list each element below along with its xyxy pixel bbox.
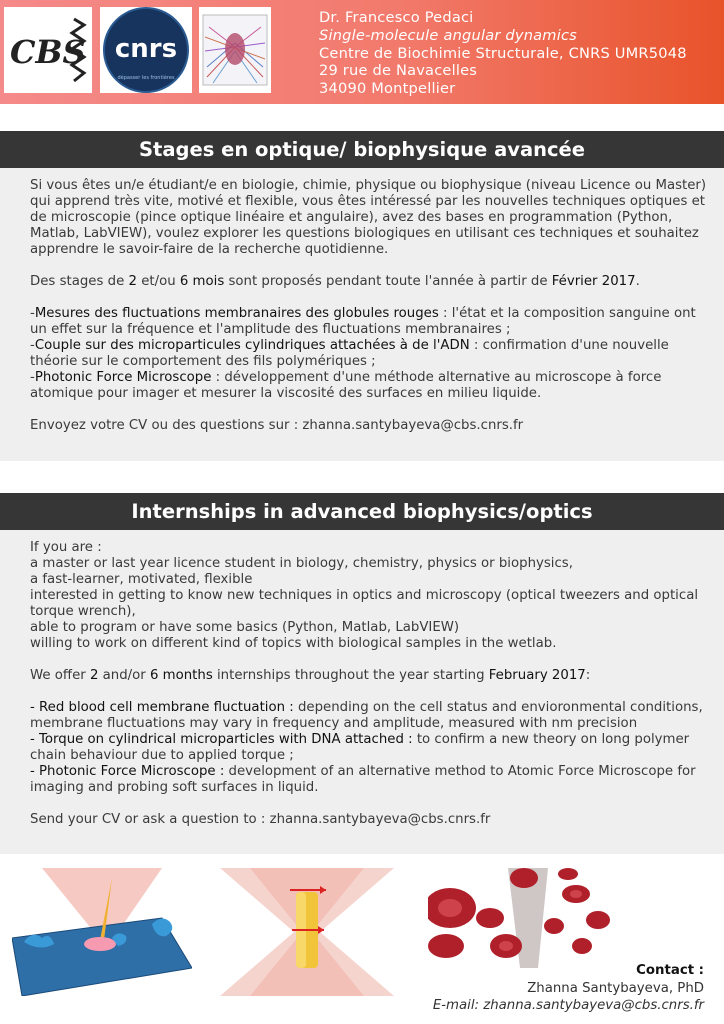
contact-name: Zhanna Santybayeva, PhD — [527, 980, 704, 996]
english-line-wetlab: willing to work on different kind of topics with biological samples in the wetlab. — [30, 636, 557, 651]
english-line-learner: a fast-learner, motivated, flexible — [30, 572, 253, 587]
french-section-body — [30, 178, 710, 434]
contact-title: Contact : — [636, 963, 704, 978]
svg-text:dépasser les frontières: dépasser les frontières — [117, 75, 175, 81]
svg-text:CBS: CBS — [10, 33, 86, 71]
optical-torque-illustration — [220, 868, 394, 996]
researcher-name: Dr. Francesco Pedaci — [319, 9, 474, 26]
cbs-logo — [4, 7, 92, 93]
french-project-torque: -Couple sur des microparticules cylindriques attachées à de l'ADN : confirmation d'une nouvelle théorie sur le comportement des fils polymériques ; — [30, 338, 669, 369]
french-section-panel — [0, 168, 724, 461]
pfm-illustration — [12, 868, 192, 996]
header-banner — [0, 0, 724, 104]
english-section-panel — [0, 530, 724, 854]
french-section-title: Stages en optique/ biophysique avancée — [0, 131, 724, 168]
english-project-pfm: - Photonic Force Microscope : development of an alternative method to Atomic Force Microscope for imaging and probing soft surfaces in liquid. — [30, 764, 696, 795]
contact-block — [433, 962, 704, 1015]
header-address — [319, 9, 687, 98]
french-offer: Des stages de 2 et/ou 6 mois sont proposés pendant toute l'année à partir de Février 2017. — [30, 274, 640, 289]
svg-text:cnrs: cnrs — [114, 34, 178, 64]
french-project-pfm: -Photonic Force Microscope : développement d'une méthode alternative au microscope à force atomique pour imager et mesurer la viscosité des surfaces en milieu liquide. — [30, 370, 662, 401]
team-name: Single-molecule angular dynamics — [319, 26, 577, 44]
english-line-student: a master or last year licence student in biology, chemistry, physics or biophysics, — [30, 556, 573, 571]
english-project-rbc: - Red blood cell membrane fluctuation : depending on the cell status and envioronmental conditions, membrane fluctuations may vary in frequency and amplitude, measured with nm precision — [30, 700, 703, 731]
french-contact-line: Envoyez votre CV ou des questions sur : zhanna.santybayeva@cbs.cnrs.fr — [30, 418, 524, 433]
english-project-torque: - Torque on cylindrical microparticles with DNA attached : to confirm a new theory on long polymer chain behaviour due to applied torque ; — [30, 732, 690, 763]
red-blood-cells-illustration — [428, 868, 614, 968]
english-section-title: Internships in advanced biophysics/optics — [0, 493, 724, 530]
english-contact-line: Send your CV or ask a question to : zhanna.santybayeva@cbs.cnrs.fr — [30, 812, 491, 827]
french-intro: Si vous êtes un/e étudiant/e en biologie, chimie, physique ou biophysique (niveau Licence ou Master) qui apprend très vite, motivé et flexible, vous êtes intéressé par les nouvelles techniques optiques et de microscopie (pince optique linéaire et angulaire), avez des bases en programmation (Python, Matlab, LabVIEW), voulez explorer les questions biologiques en utilisant ces techniques et souhaitez apprendre le savoir-faire de la recherche quotidienne. — [30, 178, 707, 257]
english-section-body — [30, 540, 710, 828]
city-address: 34090 Montpellier — [319, 80, 456, 98]
cnrs-logo — [100, 7, 192, 93]
molecule-illustration — [199, 7, 271, 93]
street-address: 29 rue de Navacelles — [319, 62, 478, 80]
french-project-rbc: -Mesures des fluctuations membranaires des globules rouges : l'état et la composition sanguine ont un effet sur la fréquence et l'amplitude des fluctuations membranaires ; — [30, 306, 696, 337]
english-line-if: If you are : — [30, 540, 102, 555]
english-line-interest: interested in getting to know new techniques in optics and microscopy (optical tweezers and optical torque wrench), — [30, 588, 699, 619]
english-offer: We offer 2 and/or 6 months internships throughout the year starting February 2017: — [30, 668, 591, 683]
english-line-program: able to program or have some basics (Python, Matlab, LabVIEW) — [30, 620, 460, 635]
contact-email[interactable]: E-mail: zhanna.santybayeva@cbs.cnrs.fr — [432, 998, 704, 1013]
lab-name: Centre de Biochimie Structurale, CNRS UMR5048 — [319, 44, 687, 62]
